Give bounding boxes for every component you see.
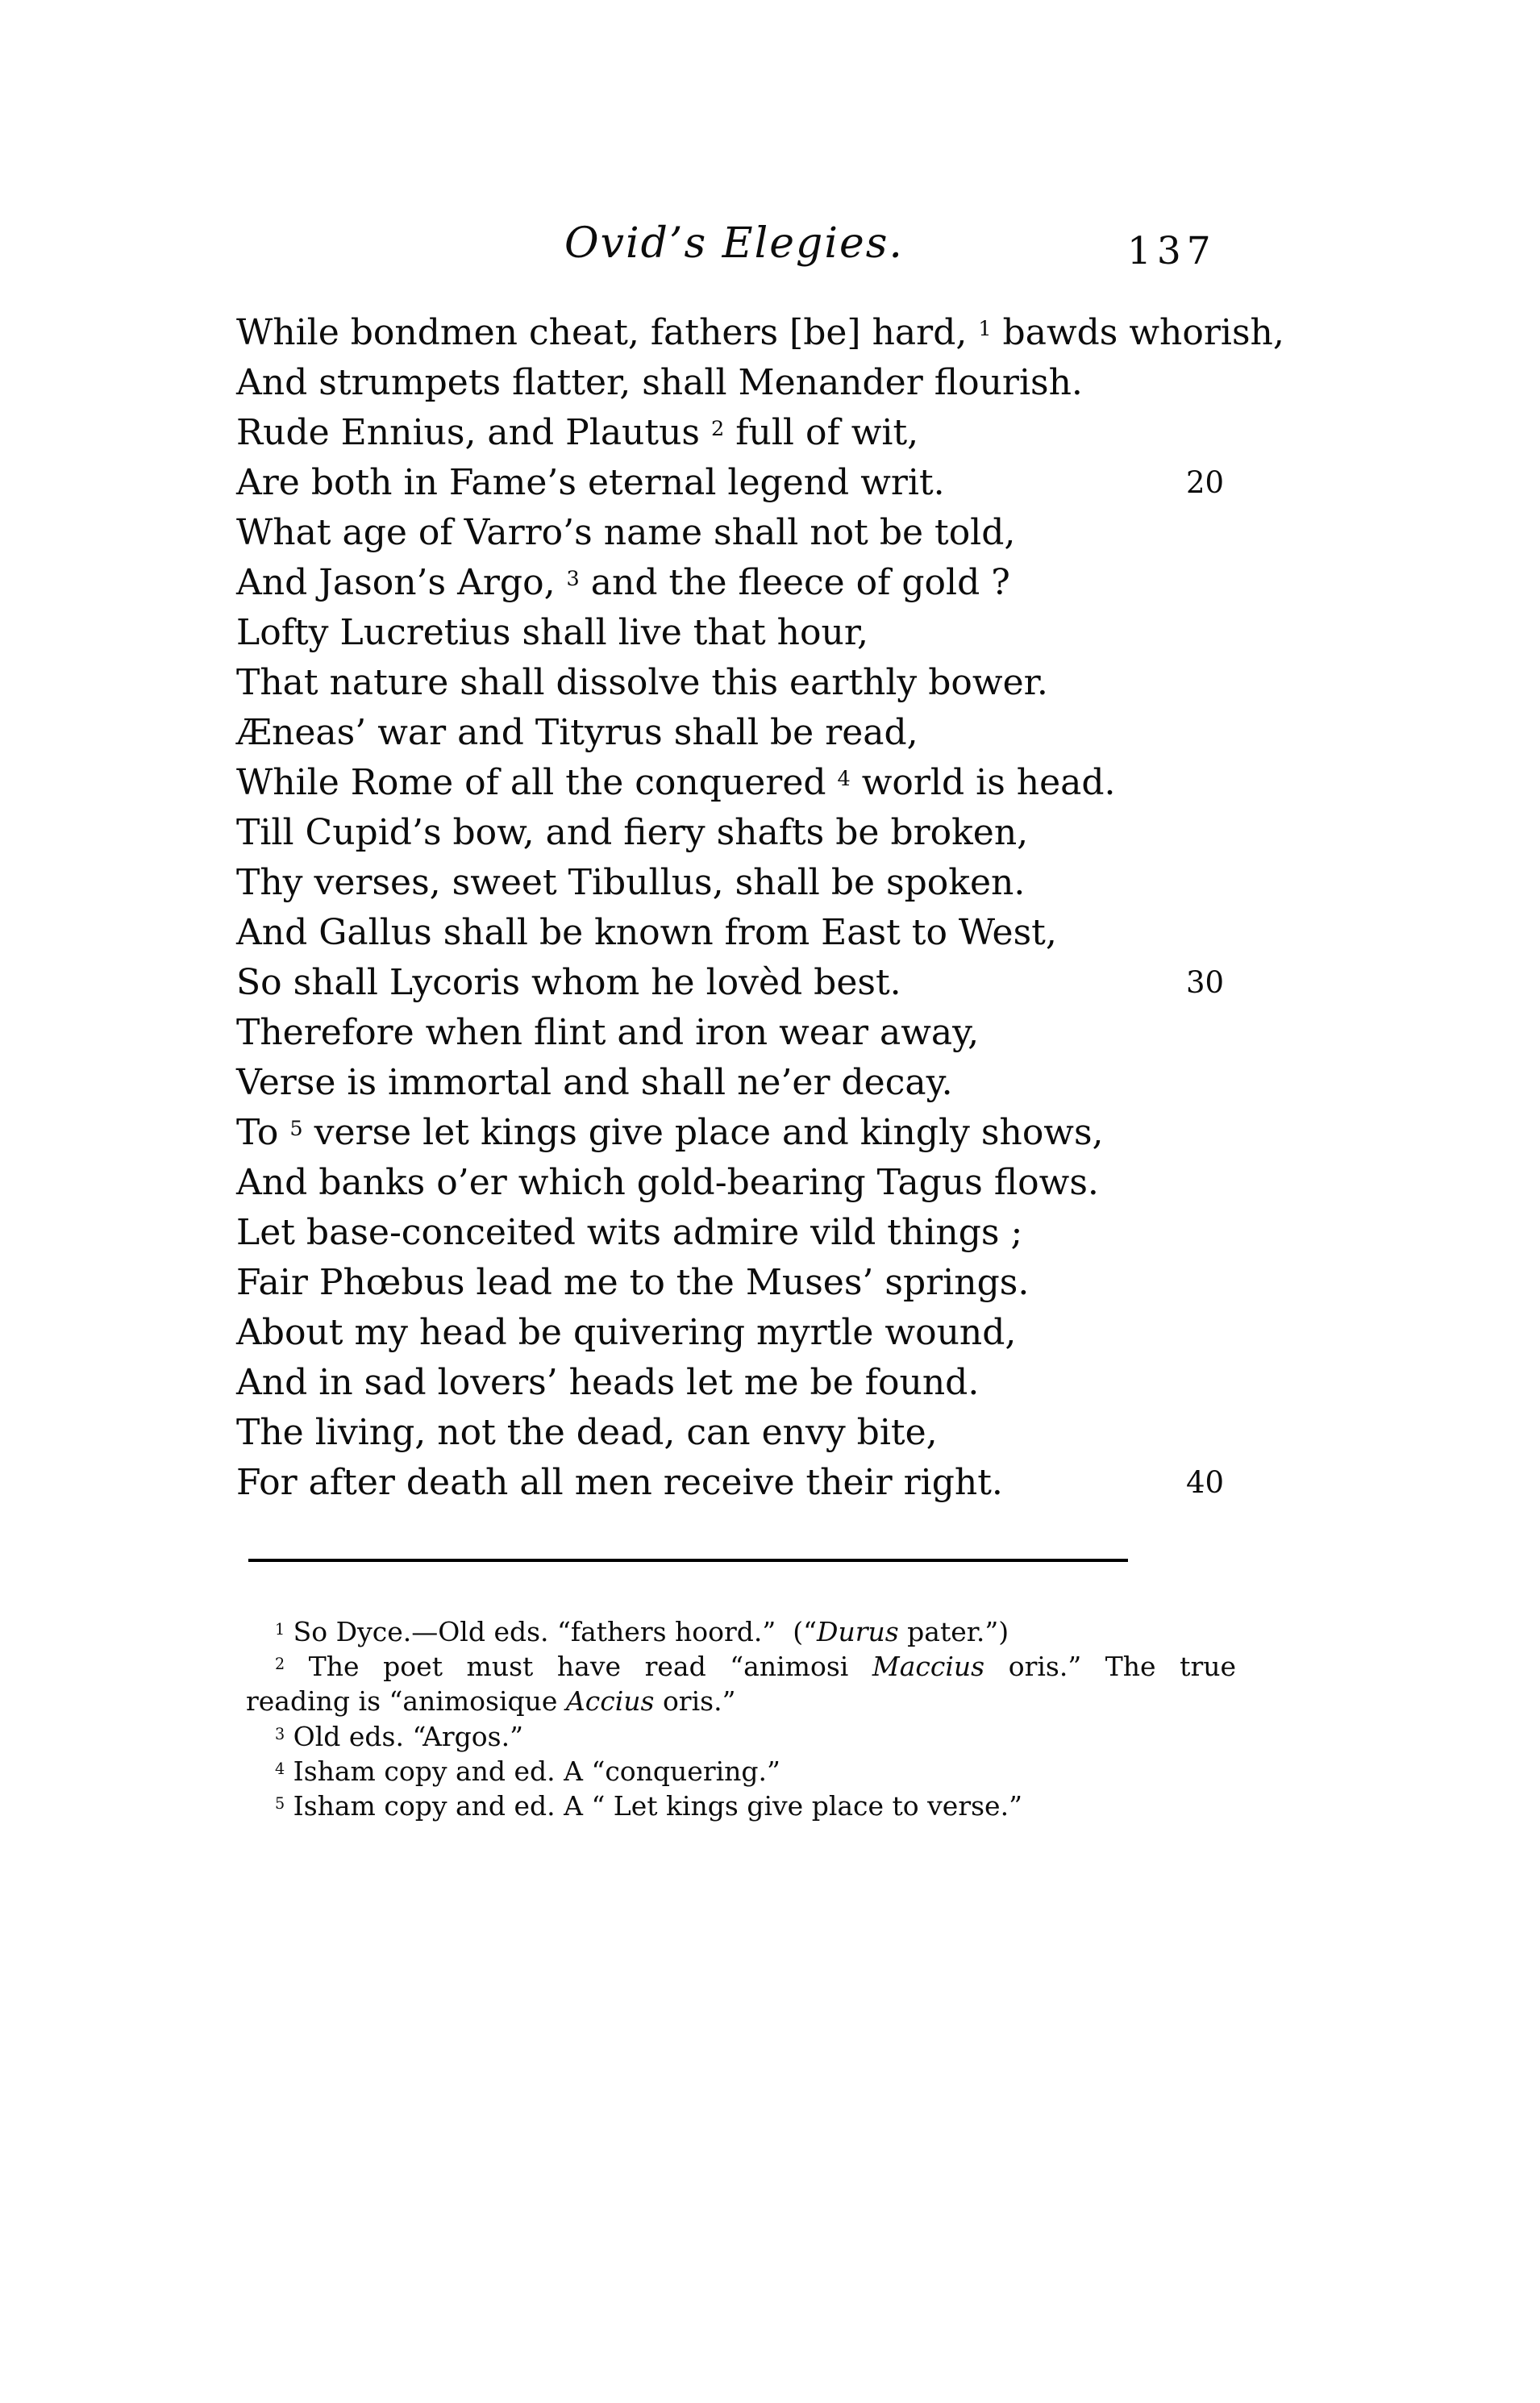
poem-line-number: 40 [1186,1465,1225,1500]
poem-line: Verse is immortal and shall ne’er decay. [236,1062,953,1103]
poem-line: And in sad lovers’ heads let me be found. [236,1362,980,1403]
poem-line: Rude Ennius, and Plautus $^2$ full of wit, [236,412,919,453]
footnotes [246,1614,1236,1823]
poem-line: While Rome of all the conquered $^4$ world is head. [236,762,1116,803]
poem-line: And banks o’er which gold-bearing Tagus flows. [236,1162,1099,1203]
page-number: 137 [1127,229,1217,273]
poem-line: The living, not the dead, can envy bite, [236,1412,938,1453]
footnote-marker: 5 [289,1117,303,1142]
footnote-marker: 5 [275,1793,285,1813]
footnote-line: $^2$ The poet must have read “animosi Maccius oris.” The true [275,1651,1237,1683]
poem-line: Fair Phœbus lead me to the Muses’ springs. [236,1262,1030,1303]
footnote-line: reading is “animosique Accius oris.” [246,1685,736,1718]
italic-text: Maccius [872,1651,985,1683]
poem-line: About my head be quivering myrtle wound, [236,1312,1017,1353]
poem-line: Therefore when flint and iron wear away, [236,1012,980,1053]
poem-line: And Jason’s Argo, $^3$ and the fleece of gold ? [236,562,1010,603]
poem-line: So shall Lycoris whom he lovèd best. 30 [236,962,1225,1003]
footnote-marker: 4 [837,767,851,792]
footnote-marker: 3 [275,1724,285,1743]
footnote-marker: 1 [275,1619,285,1639]
poem-line: For after death all men receive their right. 40 [236,1462,1225,1503]
poem-line: Lofty Lucretius shall live that hour, [236,612,869,653]
footnote-marker: 2 [275,1655,285,1674]
poem-line-number: 30 [1186,965,1225,1000]
poem-line: That nature shall dissolve this earthly bower. [236,662,1048,703]
italic-text: Accius [565,1685,655,1718]
italic-text: Durus [817,1616,899,1647]
footnote-marker: 3 [566,567,580,592]
footnote-line: $^4$ Isham copy and ed. A “conquering.” [275,1755,780,1787]
footnote-line: $^1$ So Dyce.—Old eds. “fathers hoord.” (“Durus pater.”) [275,1616,1009,1647]
poem-line: Are both in Fame’s eternal legend writ. 20 [236,462,1225,503]
poem-line: Till Cupid’s bow, and fiery shafts be broken, [236,812,1029,853]
footnote-line: $^5$ Isham copy and ed. A “ Let kings give place to verse.” [275,1790,1022,1822]
poem [236,308,1284,1508]
poem-line-number: 20 [1186,465,1225,500]
poem-line: While bondmen cheat, fathers [be] hard, $^1$ bawds whorish, [236,312,1284,353]
footnote-divider-rule [248,1559,1128,1562]
poem-line: Thy verses, sweet Tibullus, shall be spoken. [236,862,1026,903]
poem-line: And strumpets flatter, shall Menander flourish. [236,362,1083,403]
footnote-line: $^3$ Old eds. “Argos.” [275,1720,523,1752]
footnote-marker: 2 [710,417,725,442]
running-title: Ovid’s Elegies. [564,219,904,268]
poem-line: Let base-conceited wits admire vild things ; [236,1212,1023,1253]
poem-line: To $^5$ verse let kings give place and kingly shows, [236,1112,1104,1153]
poem-line: And Gallus shall be known from East to West, [236,912,1057,953]
footnote-marker: 1 [978,317,992,342]
poem-line: What age of Varro’s name shall not be told, [236,512,1016,553]
poem-line: Æneas’ war and Tityrus shall be read, [236,712,918,753]
footnote-marker: 4 [275,1759,285,1778]
